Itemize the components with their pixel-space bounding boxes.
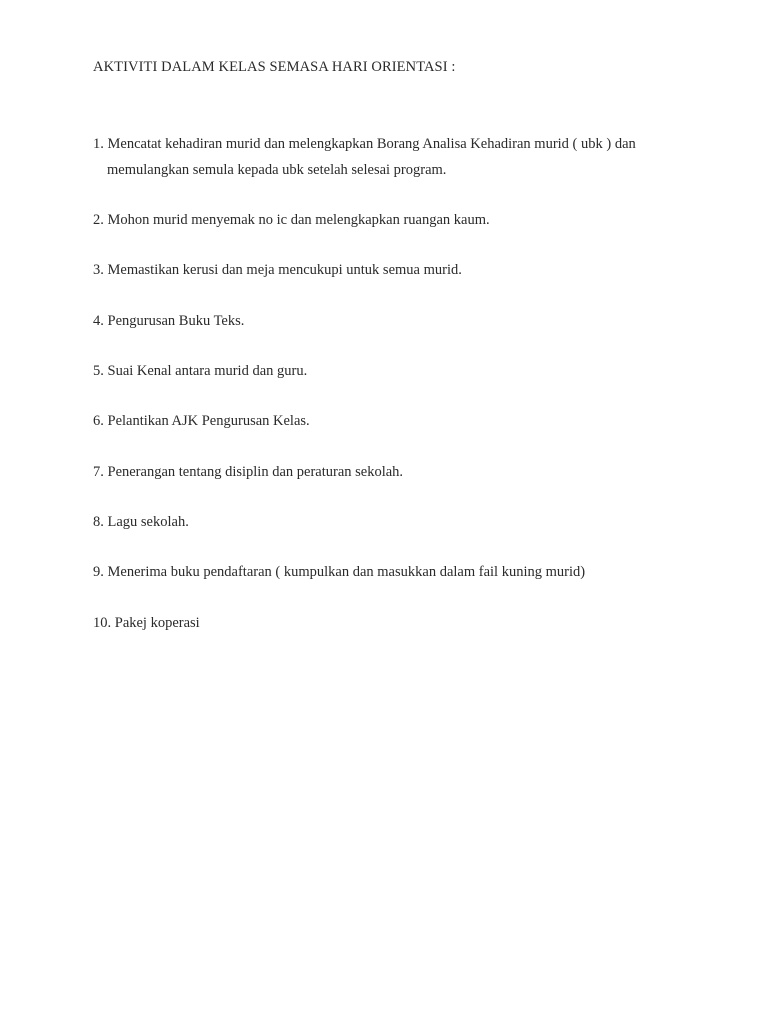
- list-item-1: [93, 131, 636, 183]
- list-item-2: 2. Mohon murid menyemak no ic dan melengkapkan ruangan kaum.: [93, 212, 490, 228]
- list-item-10: 10. Pakej koperasi: [93, 615, 200, 631]
- list-item-5: 5. Suai Kenal antara murid dan guru.: [93, 363, 308, 379]
- list-item-1-line-1: 1. Mencatat kehadiran murid dan melengkapkan Borang Analisa Kehadiran murid ( ubk ) dan: [93, 136, 636, 152]
- list-item-4: 4. Pengurusan Buku Teks.: [93, 313, 245, 329]
- list-item-6: 6. Pelantikan AJK Pengurusan Kelas.: [93, 413, 310, 429]
- list-item-7: 7. Penerangan tentang disiplin dan peraturan sekolah.: [93, 464, 404, 480]
- list-item-3: 3. Memastikan kerusi dan meja mencukupi untuk semua murid.: [93, 262, 462, 278]
- document-title: AKTIVITI DALAM KELAS SEMASA HARI ORIENTASI :: [93, 59, 456, 75]
- list-item-9: 9. Menerima buku pendaftaran ( kumpulkan dan masukkan dalam fail kuning murid): [93, 564, 586, 580]
- list-item-1-line-2: memulangkan semula kepada ubk setelah selesai program.: [107, 162, 447, 178]
- list-item-8: 8. Lagu sekolah.: [93, 514, 189, 530]
